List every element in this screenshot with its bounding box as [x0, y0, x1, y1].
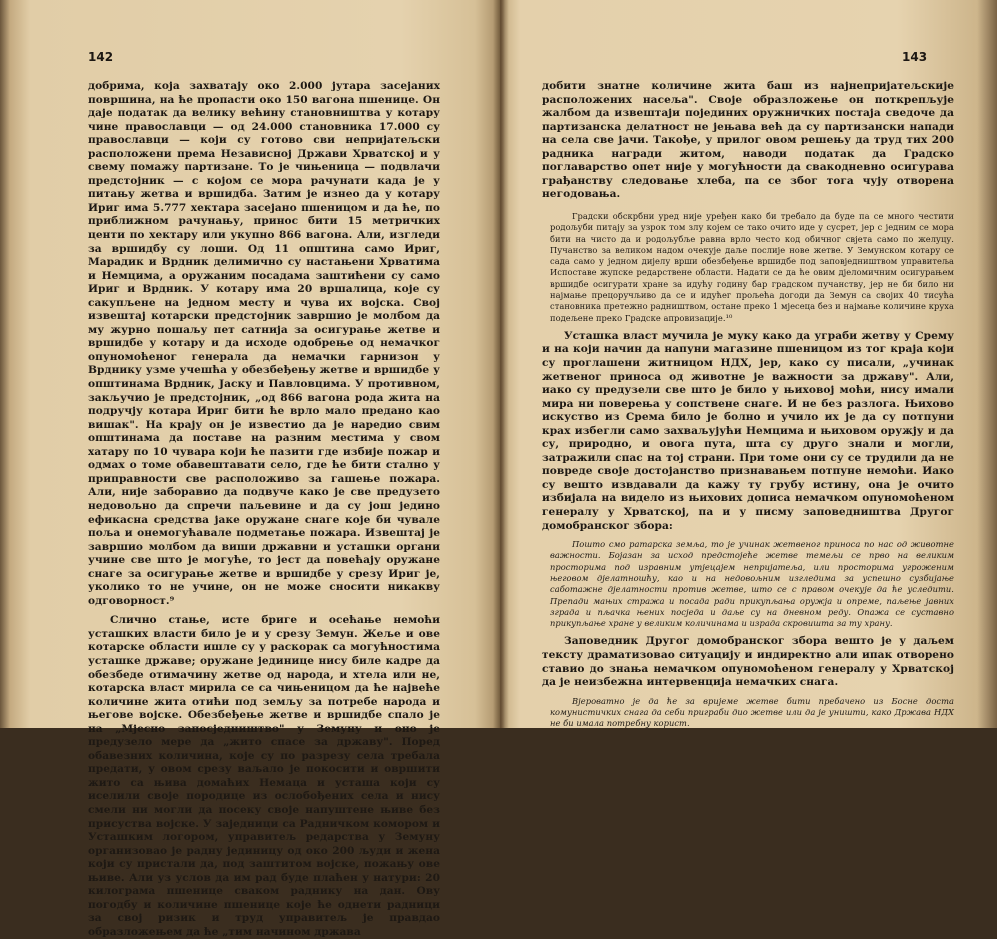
- quote-text: Пошто смо ратарска земља, то је учинак жетвеног приноса по нас од животне важности. Бојазан за исход предстојеће жетве темељи се прво на великим просторима под изравним утјецајем непријатеља, или просторима угроженим његовом дјелатношћу, као и на недовољним изгледима за успешно сузбијање саботажне дјелатности против жетве, што се с правом очекује да ће уследити. Препади мањих стража и посада ради прикупљања оружја и опреме, паљење јавних зграда и пљачка њених посједа и даље су на дневном реду. Опажа се суставно прикупљање хране у великим количинама и израда скровишта за ту храну.: [550, 539, 954, 629]
- paragraph: Слично стање, исте бриге и осећање немоћи усташких власти било је и у срезу Земун. Жеље и ове котарске области ишле су у раскорак са могућностима усташке државе; оружане јединице нису биле кадре да обезбеде отимачину жетве од народа, и хтела или не, котарска власт мирила се са чињеницом да ће највеће количине жита отићи под земљу за потребе народа и његове војске. Обезбеђење жетве и вршидбе спало је на „Мјесно запосједништво" у Земуну и оно је предузело мере да „жито спасе за државу". Поред обавезних количина, које су по разрезу села требала предати, у овом срезу ваљало је покосити и овршити жито са њива домаћих Немаца и усташа који су иселили своје породице из ослобођених села и нису смели ни могли да посеку своје напуштене њиве без присуства војске. У заједници са Радничком комором и Усташким логором, управитељ редарства у Земуну организовао је радну јединицу од око 200 људи и жена који су пристали да, под заштитом војске, пожању ове њиве. Али уз услов да им рад буде плаћен у натури: 20 килограма пшенице сваком раднику на дан. Ову погодбу и количине пшенице које ће однети радници за свој ризик и труд управитељ је правдао образложењем да ће „тим начином држава: [88, 614, 440, 938]
- body-text: [88, 80, 440, 939]
- paragraph: Заповедник Другог домобранског збора вешто је у даљем тексту драматизовао ситуацију и индиректно али ипак отворено ставио до знања немачком опуномоћеном генералу у Хрватској да је неизбежна интервенција немачких снага.: [542, 635, 954, 689]
- quote-text: Вјероватно је да ће за вријеме жетве бити пребачено из Босне доста комунистичких снага да себи приграби дио жетве или да је уништи, како Држава НДХ не би имала потребну корист.: [550, 695, 954, 729]
- block-quote: [542, 539, 954, 629]
- paragraph: добрима, која захватају око 2.000 јутара засејаних површина, на ће пропасти око 150 вагона пшенице. Он даје податак да велику већину становништва у котару чине православци — од 24.000 становника 17.000 су православци — који су готово сви непријатељски расположени према Независној Држави Хрватској и у свему помажу партизане. То је чињеница — подвлачи предстојник — с којом се мора рачунати када је у питању жетва и вршидба. Затим је изнео да у котару Ириг има 5.777 хектара засејано пшеницом и да ће, по приближном рачунању, принос бити 15 метричких центи по хектару или укупно 866 вагона. Али, изгледи за вршидбу су лоши. Од 11 општина само Ириг, Марадик и Врдник делимично су настањени Хрватима и Немцима, а оружаним посадама заштићени су само Ириг и Врдник. У котару има 20 вршалица, које су сакупљене на једном месту и чува их војска. Свој извештај котарски предстојник завршио је молбом да му журно пошаљу пет сатнија за осигурање жетве и вршидбе у котару и да исходе одобрење од немачког опуномоћеног генерала да немачки гарнизон у Врднику узме учешћа у обезбеђењу жетве и вршидбе у општинама Врдник, Јаску и Павловцима. У противном, закључио је предстојник, „од 866 вагона рода жита на подручју котара Ириг бити ће врло мало предано као вишак". На крају он је известио да је наредио свим општинама да поставе на разним местима у свом хатару по 10 чувара који ће пазити где избије пожар и одмах о томе обавештавати село, где ће бити стално у приправности све расположиво за гашење пожара. Али, није заборавио да подвуче како је све предузето недовољно да спречи паљевине и да су још једино ефикасна средства јаке оружане снаге које би чувале поља и онемогућавале подметање пожара. Извештај је завршио молбом да виши државни и усташки органи учине све што је могуће, то јест да повећају оружане снаге за осигурање жетве и вршидбе у срезу Ириг је, уколико то не учине, он не може сносити никакву одговорност.⁹: [88, 80, 440, 607]
- page-number: 143: [902, 50, 928, 64]
- book-gutter: [493, 0, 509, 728]
- page-number: 142: [88, 50, 114, 64]
- quote-text: Градски обскрбни уред није уређен како би требало да буде па се много честити родољуби питају за узрок том злу којем се тако очито иде у сусрет, јер с једним се мора бити на чисто да и родољубље равна врло често код обичног свјета само по желуцу. Пучанство за великом надом очекује даље послије нове жетве. У Земунском котару се сада само у једном дијелу врши обезбеђење вршидбе под заповједништвом управитеља Испоставе жупске редарствене области. Надати се да ће овим дјеломичним осигурањем вршидбе осигурати хране за идућу годину бар градском пучанству, јер не би било ни најмање прецоручљиво да се и идућег прољећа догоди да Земун са својих 40 тисућа становника претежно радништвом, остане преко 1 мјесеца без и најмање количине круха подељене преко Градске апровизације.¹⁰: [550, 210, 954, 323]
- paragraph: добити знатне количине жита баш из најнепријатељскије расположених насеља". Своје образложење он поткрепљује жалбом да извештаји појединих оружничких постаја сведоче да партизанска делатност не јењава већ да су партизански напади на села све јачи. Такође, у прилог овом решењу да труд тих 200 радника награди житом, наводи податак да Градско поглаварство опет није у могућности да свакодневно осигурава грађанству следовање хлеба, па се због тога чују отворена негодовања.: [542, 80, 954, 201]
- block-quote: [542, 696, 954, 730]
- body-text: [542, 80, 954, 736]
- block-quote: [542, 211, 954, 324]
- paragraph: Усташка власт мучила је муку како да уграби жетву у Срему и на који начин да напуни магазине пшеницом из тог краја који су проглашени житницом НДХ, јер, како су писали, „учинак жетвеног приноса од животне је важности за државу". Али, иако су предузели све што је било у њиховој моћи, нису имали мира ни поверења у сопствене снаге. И не без разлога. Њихово искуство из Срема било је болно и учило их је да су потпуни краx избегли само захваљујући Немцима и њиховом оружју и да су, природно, и овога пута, шта су друго знали и могли, затражили спас на тој страни. При томе они су се трудили да не повреде своје достојанство признавањем потпуне немоћи. Иако су вешто извдавали да кажу ту грубу истину, она је очито избијала на видело из њихових дописа немачком опуномоћеном генералу у Хрватској, па и у писму заповедништва Другог домобранског збора:: [542, 329, 954, 532]
- right-page: [500, 0, 997, 728]
